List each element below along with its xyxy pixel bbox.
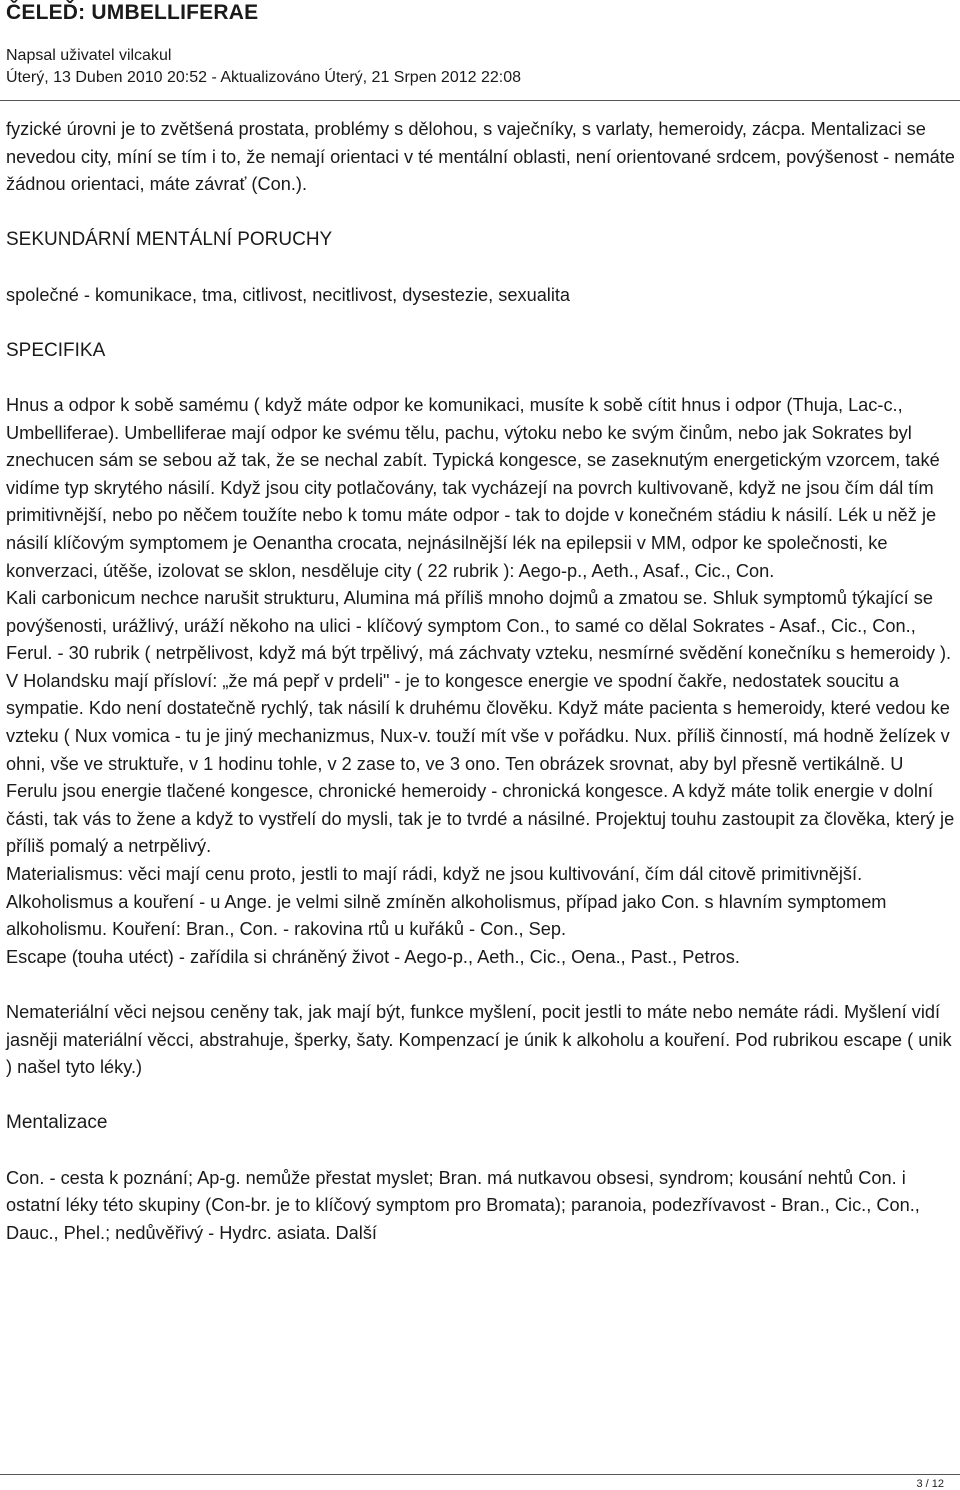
header-divider <box>0 100 960 101</box>
date-line: Úterý, 13 Duben 2010 20:52 - Aktualizováno Úterý, 21 Srpen 2012 22:08 <box>6 69 522 86</box>
section-heading-mentalization: Mentalizace <box>6 1112 108 1134</box>
paragraph-escape: Escape (touha utéct) - zařídila si chráněný život - Aego-p., Aeth., Cic., Oena., Past., Petros. <box>6 946 740 967</box>
section-heading-secondary-disorders: SEKUNDÁRNÍ MENTÁLNÍ PORUCHY <box>6 229 333 251</box>
paragraph-disgust: Hnus a odpor k sobě samému ( když máte odpor ke komunikaci, musíte k sobě cítit hnus i odpor (Thuja, Lac-c., Umbelliferae). Umbelliferae mají odpor ke svému tělu, pachu, výtoku nebo ke svým činům, nebo jak Sokrates byl znechucen sám se sebou až tak, že se nechal zabít. Typická kongesce, se zaseknutým energetickým vzorcem, také vidíme typ skrytého násilí. Když jsou city potlačovány, tak vycházejí na povrch kultivovaně, když ne jsou čím dál tím primitivnější, nebo po něčem toužíte nebo k tomu máte odpor - tak to dojde v konečném stádiu k násilí. Lék u něž je násilí klíčovým symptomem je Oenantha crocata, nejnásilnější lék na epilepsii v MM, odpor ke společnosti, ke konverzaci, útěše, izolovat se sklon, nesděluje city ( 22 rubrik ): Aego-p., Aeth., Asaf., Cic., Con. <box>6 394 940 581</box>
section-heading-specifics: SPECIFIKA <box>6 339 106 361</box>
page-title: ČELEĎ: UMBELLIFERAE <box>6 1 259 24</box>
paragraph-intro: fyzické úrovni je to zvětšená prostata, problémy s dělohou, s vaječníky, s varlaty, hemeroidy, zácpa. Mentalizaci se nevedou city, míní se tím i to, že nemají orientaci v té mentální oblasti, není orientované srdcem, povýšenost - nemáte žádnou orientaci, máte závrať (Con.). <box>6 119 955 195</box>
page-header <box>6 0 946 89</box>
paragraph-materialism: Materialismus: věci mají cenu proto, jestli to mají rádi, když ne jsou kultivování, čím dál citově primitivnější. Alkoholismus a kouření - u Ange. je velmi silně zmíněn alkoholismus, případ jako Con. s hlavním symptomem alkoholismu. Kouření: Bran., Con. - rakovina rtů u kuřáků - Con., Sep. <box>6 864 887 940</box>
article-body <box>6 116 956 1247</box>
paragraph-kali-carbonicum: Kali carbonicum nechce narušit strukturu, Alumina má příliš mnoho dojmů a zmatou se. Shluk symptomů týkající se povýšenosti, urážlivý, uráží někoho na ulici - klíčový symptom Con., to samé co dělal Sokrates - Asaf., Cic., Con., Ferul. - 30 rubrik ( netrpělivost, když má být trpělivý, má záchvaty vzteku, nesmírné svědění konečníku s hemeroidy ). V Holandsku mají přísloví: „že má pepř v prdeli" - je to kongesce energie ve spodní čakře, nedostatek soucitu a sympatie. Kdo není dostatečně rychlý, tak násilí k druhému člověku. Když máte pacienta s hemeroidy, které vedou ke vzteku ( Nux vomica - tu je jiný mechanizmus, Nux-v. touží mít vše v pořádku. Nux. příliš činností, má hodně želízek v ohni, vše ve struktuře, v 1 hodinu tohle, v 2 zase to, ve 3 ono. Ten obrázek srovnat, aby byl přesně vertikálně. U Ferulu jsou energie tlačené kongesce, chronické hemeroidy - chronická kongesce. A když máte tolik energie v dolní části, tak vás to žene a když to vystřelí do mysli, tak je to tvrdé a násilné. Projektuj touhu zastoupit za člověka, který je příliš pomalý a netrpělivý. <box>6 588 955 857</box>
paragraph-immaterial: Nemateriální věci nejsou ceněny tak, jak mají být, funkce myšlení, pocit jestli to máte nebo nemáte rádi. Myšlení vidí jasněji materiální věcci, abstrahuje, šperky, šaty. Kompenzací je únik k alkoholu a kouření. Pod rubrikou escape ( unik ) našel tyto léky.) <box>6 1002 952 1078</box>
footer-divider <box>0 1474 960 1475</box>
author-line: Napsal uživatel vilcakul <box>6 47 172 64</box>
page-number: 3 / 12 <box>916 1478 944 1490</box>
paragraph-common: společné - komunikace, tma, citlivost, necitlivost, dysestezie, sexualita <box>6 284 571 305</box>
paragraph-mentalization: Con. - cesta k poznání; Ap-g. nemůže přestat myslet; Bran. má nutkavou obsesi, syndrom; kousání nehtů Con. i ostatní léky této skupiny (Con-br. je to klíčový symptom pro Bromata); paranoia, podezřívavost - Bran., Cic., Con., Dauc., Phel.; nedůvěřivý - Hydrc. asiata. Další <box>6 1167 920 1243</box>
